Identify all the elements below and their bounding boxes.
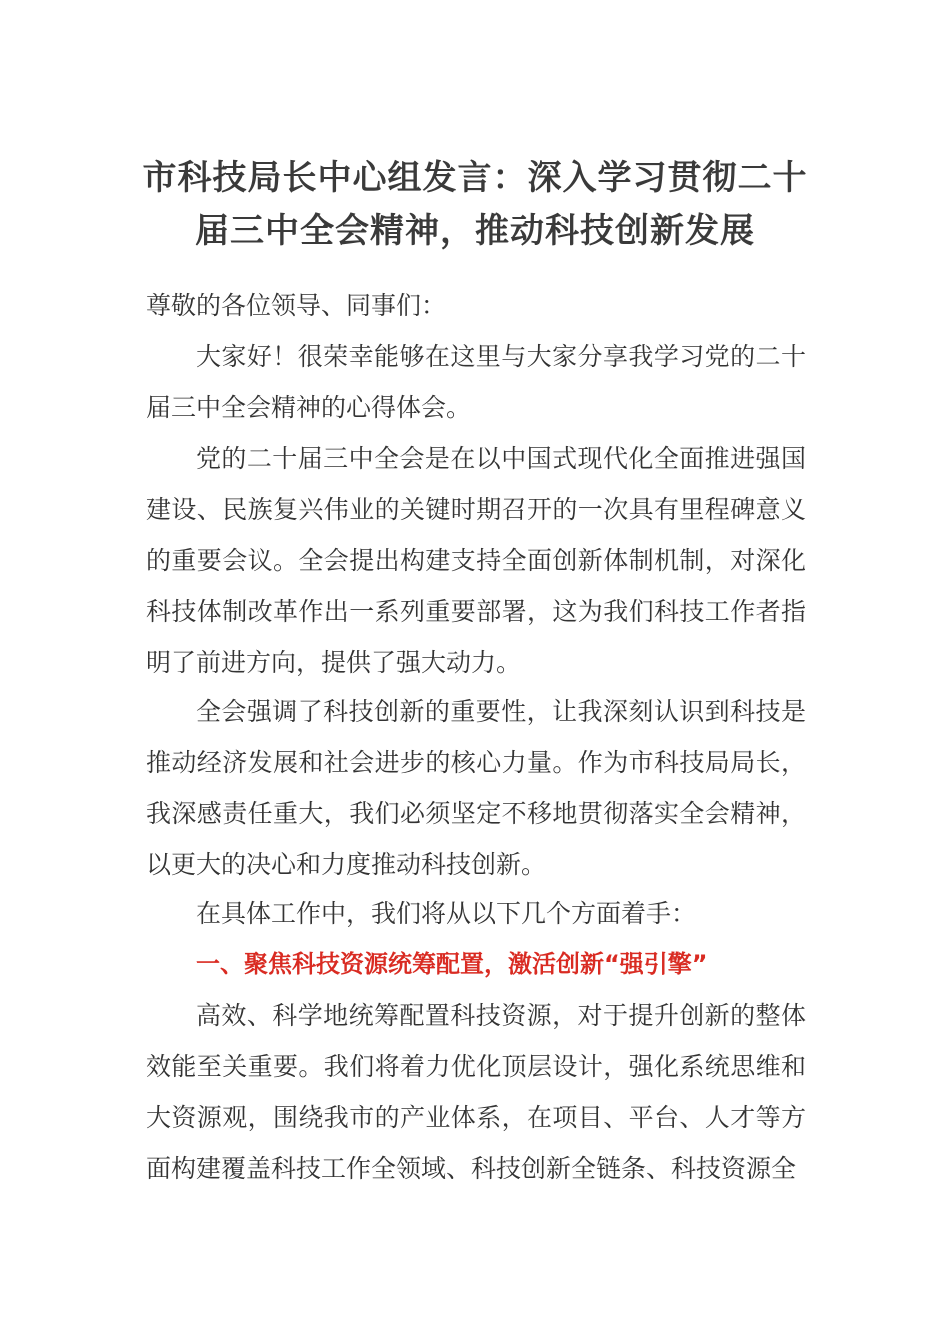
paragraph-resource-allocation: 高效、科学地统筹配置科技资源，对于提升创新的整体效能至关重要。我们将着力优化顶层设计，强化系统思维和大资源观，围绕我市的产业体系，在项目、平台、人才等方面构建覆盖科技工作全领域、科技创新全链条、科技资源全 (146, 1001, 806, 1183)
document-title-line-1: 市科技局长中心组发言：深入学习贯彻二十 (142, 158, 808, 198)
paragraph-greeting: 大家好！很荣幸能够在这里与大家分享我学习党的二十届三中全会精神的心得体会。 (146, 342, 806, 422)
paragraph-plenum-significance: 党的二十届三中全会是在以中国式现代化全面推进强国建设、民族复兴伟业的关键时期召开的一次具有里程碑意义的重要会议。全会提出构建支持全面创新体制机制，对深化科技体制改革作出一系列重要部署，这为我们科技工作者指明了前进方向，提供了强大动力。 (146, 444, 806, 677)
section-heading-1: 一、聚焦科技资源统筹配置，激活创新“强引擎” (196, 950, 708, 978)
document-title-line-2: 届三中全会精神，推动科技创新发展 (195, 211, 755, 251)
salutation: 尊敬的各位领导、同事们： (146, 291, 447, 320)
paragraph-innovation-importance: 全会强调了科技创新的重要性，让我深刻认识到科技是推动经济发展和社会进步的核心力量。作为市科技局局长，我深感责任重大，我们必须坚定不移地贯彻落实全会精神，以更大的决心和力度推动科技创新。 (146, 697, 806, 879)
paragraph-work-intro: 在具体工作中，我们将从以下几个方面着手： (196, 899, 697, 928)
